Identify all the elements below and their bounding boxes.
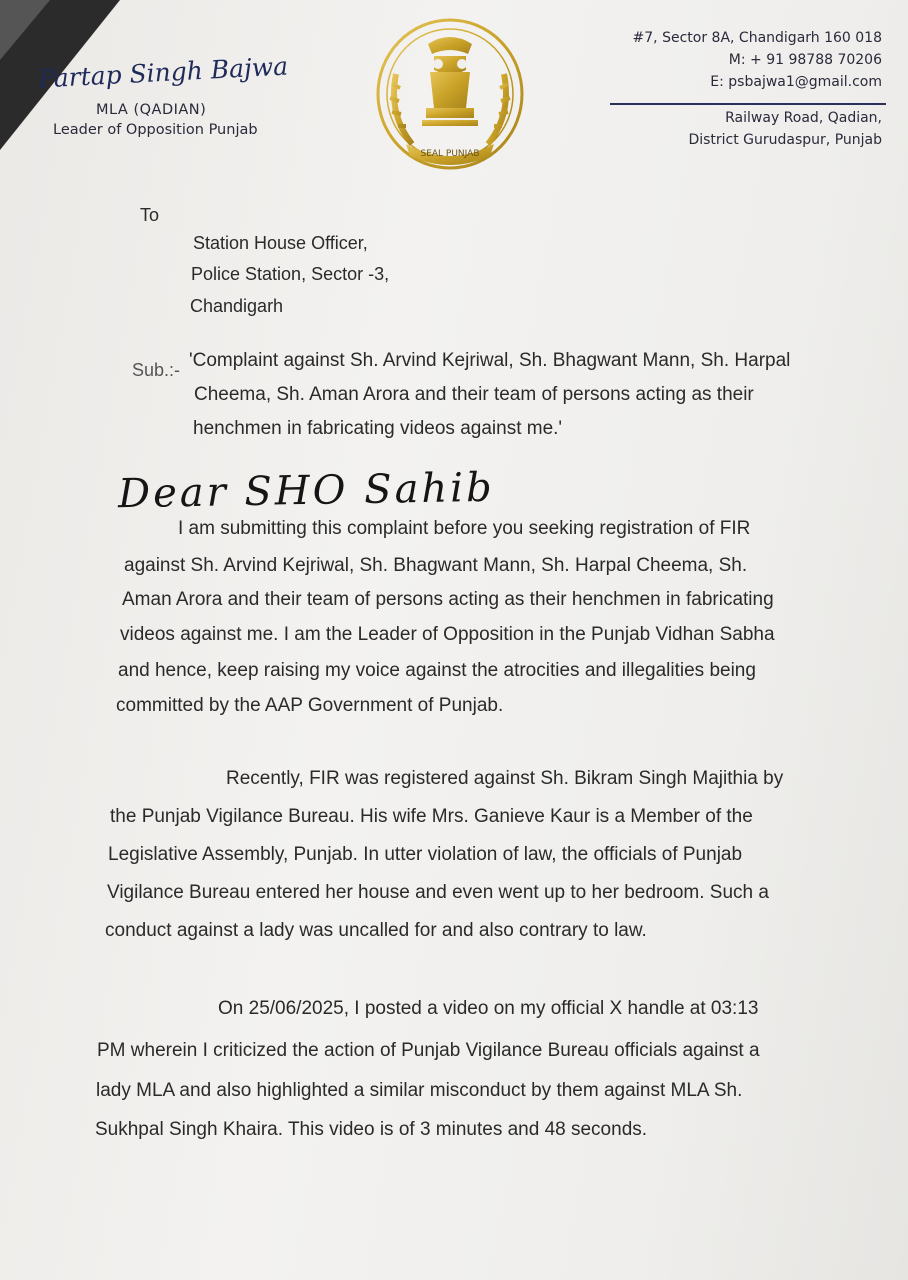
paragraph-line: Recently, FIR was registered against Sh. Bikram Singh Majithia by bbox=[226, 768, 784, 789]
to-label: To bbox=[140, 205, 160, 225]
paragraph-line: committed by the AAP Government of Punjab. bbox=[116, 695, 504, 716]
paragraph-line: Legislative Assembly, Punjab. In utter violation of law, the officials of Punjab bbox=[108, 844, 743, 865]
letterhead-name: Partap Singh Bajwa bbox=[37, 51, 289, 94]
address2-line-2: District Gurudaspur, Punjab bbox=[688, 132, 882, 148]
recipient-line: Police Station, Sector -3, bbox=[191, 264, 390, 284]
paragraph-line: conduct against a lady was uncalled for and also contrary to law. bbox=[105, 920, 647, 941]
emblem-text: SEAL PUNJAB bbox=[420, 149, 480, 159]
address-line-1: #7, Sector 8A, Chandigarh 160 018 bbox=[632, 30, 882, 46]
address2-line-1: Railway Road, Qadian, bbox=[725, 110, 882, 126]
paragraph-line: Aman Arora and their team of persons acting as their henchmen in fabricating bbox=[122, 589, 774, 610]
recipient-line: Chandigarh bbox=[190, 296, 284, 316]
paragraph-line: PM wherein I criticized the action of Punjab Vigilance Bureau officials against a bbox=[97, 1040, 760, 1061]
phone-line: M: + 91 98788 70206 bbox=[728, 52, 882, 68]
paragraph-line: Vigilance Bureau entered her house and even went up to her bedroom. Such a bbox=[107, 882, 769, 903]
state-emblem-icon bbox=[372, 14, 528, 172]
page-fold-corner bbox=[0, 0, 50, 60]
paragraph-line: the Punjab Vigilance Bureau. His wife Mrs. Ganieve Kaur is a Member of the bbox=[110, 806, 753, 827]
paragraph-line: I am submitting this complaint before you seeking registration of FIR bbox=[178, 518, 751, 539]
subject-line: Cheema, Sh. Aman Arora and their team of persons acting as their bbox=[194, 384, 754, 405]
letterhead-role: Leader of Opposition Punjab bbox=[53, 122, 258, 138]
letterhead-designation: MLA (QADIAN) bbox=[96, 102, 207, 118]
email-line: E: psbajwa1@gmail.com bbox=[710, 74, 882, 90]
paragraph-line: against Sh. Arvind Kejriwal, Sh. Bhagwant Mann, Sh. Harpal Cheema, Sh. bbox=[124, 555, 748, 576]
recipient-line: Station House Officer, bbox=[193, 233, 368, 253]
paragraph-line: On 25/06/2025, I posted a video on my official X handle at 03:13 bbox=[218, 998, 759, 1019]
paragraph-line: lady MLA and also highlighted a similar misconduct by them against MLA Sh. bbox=[96, 1080, 743, 1101]
subject-line: henchmen in fabricating videos against me.' bbox=[193, 418, 563, 439]
subject-line: 'Complaint against Sh. Arvind Kejriwal, Sh. Bhagwant Mann, Sh. Harpal bbox=[189, 350, 791, 371]
paragraph-line: and hence, keep raising my voice against the atrocities and illegalities being bbox=[118, 660, 756, 681]
paragraph-line: videos against me. I am the Leader of Opposition in the Punjab Vidhan Sabha bbox=[120, 624, 775, 645]
paragraph-line: Sukhpal Singh Khaira. This video is of 3 minutes and 48 seconds. bbox=[95, 1119, 648, 1140]
letterhead-divider bbox=[610, 103, 886, 105]
subject-label: Sub.:- bbox=[132, 360, 181, 380]
handwritten-salutation: Dear SHO Sahib bbox=[117, 464, 496, 518]
